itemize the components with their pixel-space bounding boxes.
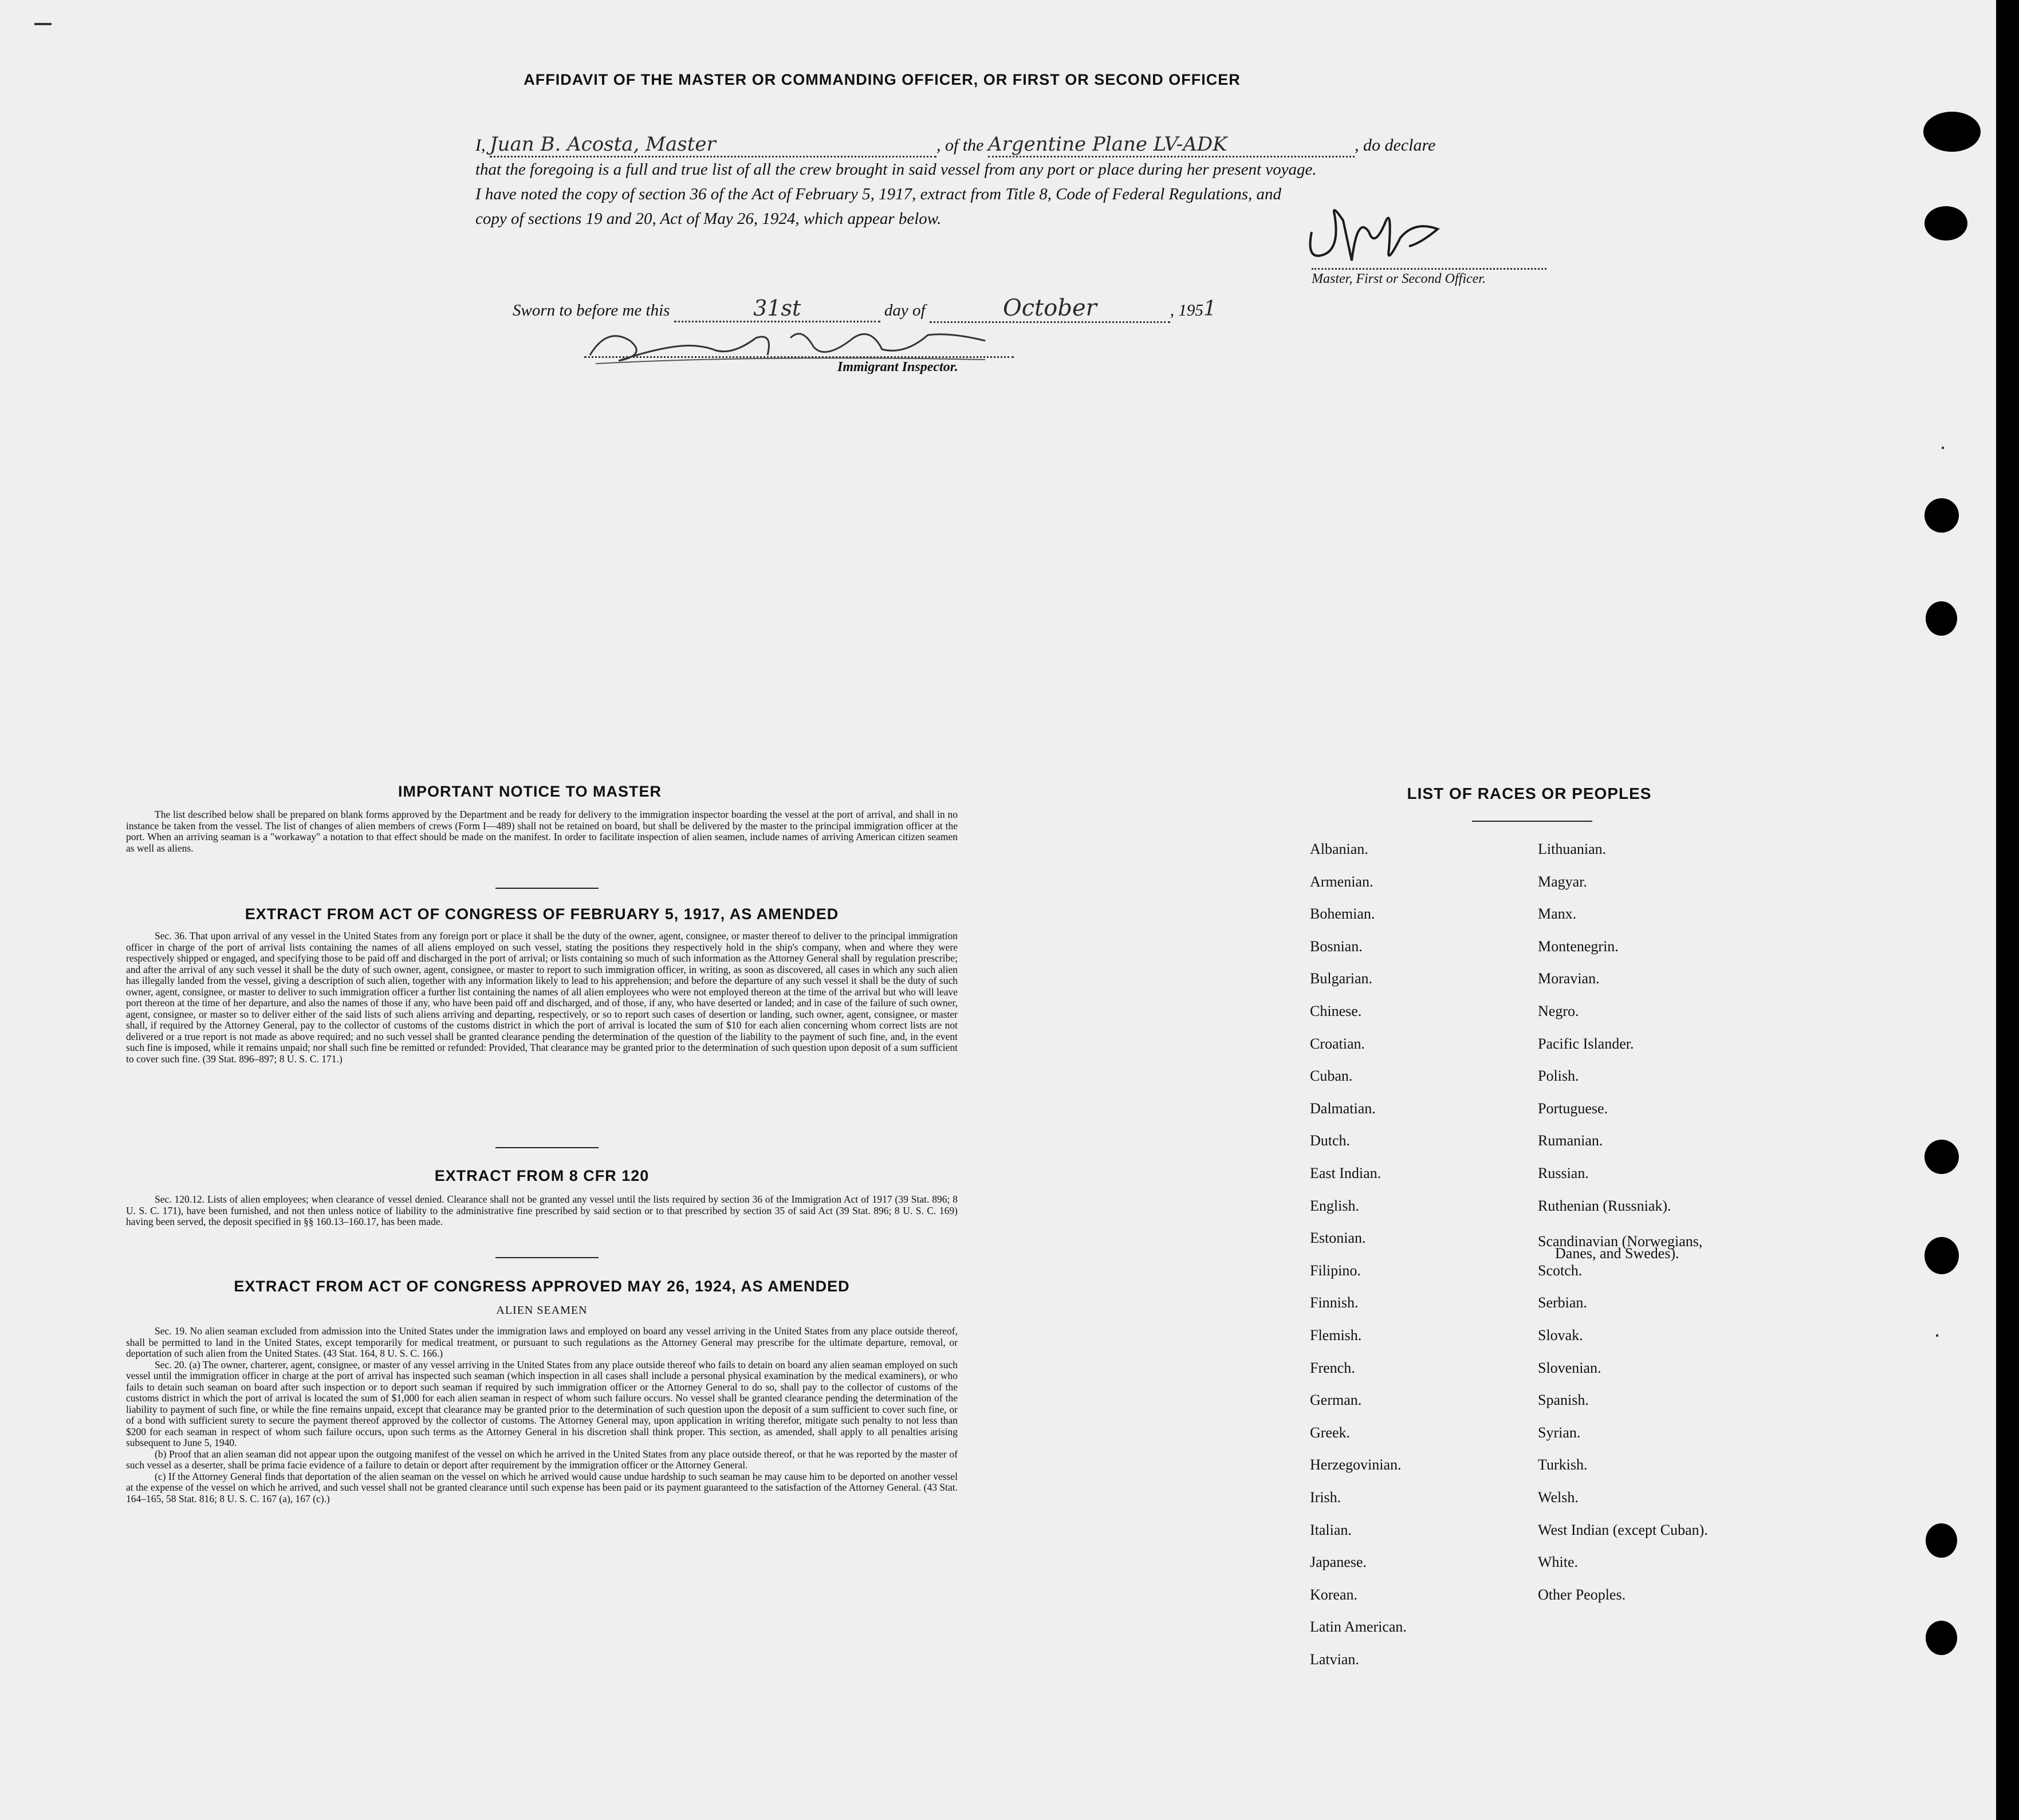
section-20a-paragraph: Sec. 20. (a) The owner, charterer, agent, consignee, or master of any vessel arriving in the United States from any place outside thereof who fails to detain on board any alien seaman employed on such vessel until the immigration officer in charge at the port of arrival has inspected such seaman (which inspection in all cases shall include a personal physical examination by the medical examiners), or who fails to detain such seaman on board after such inspection or to deport such seaman if required by such immigration officer or the Attorney General to do so, shall pay to the collector of customs of the customs district in which the port of arrival is located the sum of $1,000 for each alien seaman in respect of whom such failure occurs. No vessel shall be granted clearance pending the determination of the liability to payment of such fine, or while the fine remains unpaid, except that clearance may be granted prior to the determination of such question upon the deposit of a sum sufficient to cover such fine, or of a bond with sufficient surety to secure the payment thereof approved by the collector of customs. The Attorney General may, upon application in writing therefor, mitigate such penalty to not less than $200 for each seaman in respect of whom such failure occurs, upon such terms as the Attorney General in his discretion shall think proper. This section, as amended, shall apply to all penalties arising subsequent to June 5, 1940. <box>126 1358 958 1448</box>
race-item: Scotch. <box>1538 1262 1583 1279</box>
day-of-label: day of <box>884 301 926 320</box>
race-item: Finnish. <box>1310 1294 1359 1311</box>
race-item: Albanian. <box>1310 841 1368 857</box>
inspector-line <box>584 356 1014 358</box>
race-item: Filipino. <box>1310 1262 1361 1279</box>
race-item: Croatian. <box>1310 1035 1365 1052</box>
section-19-paragraph: Sec. 19. No alien seaman excluded from admission into the United States under the immigration laws and employed on board any vessel arriving in the United States from any place outside thereof, shall be permitted to land in the United States, except temporarily for medical treatment, or pursuant to such regulations as the Attorney General may prescribe for the ultimate departure, removal, or deportation of such alien from the United States. (43 Stat. 164, 8 U. S. C. 166.) <box>126 1325 958 1359</box>
race-item: Korean. <box>1310 1586 1358 1603</box>
race-item: Estonian. <box>1310 1230 1366 1247</box>
of-the-label: , of the <box>936 136 984 155</box>
extract-1924-text <box>126 1326 958 1504</box>
affidavit-line-1 <box>475 133 1564 157</box>
affidavit-line-4: copy of sections 19 and 20, Act of May 26, 1924, which appear below. <box>475 210 942 228</box>
race-item: Bohemian. <box>1310 905 1375 923</box>
race-item: Latin American. <box>1310 1618 1407 1636</box>
race-item: Lithuanian. <box>1538 841 1607 857</box>
race-item: Syrian. <box>1538 1424 1581 1441</box>
extract-cfr-title: EXTRACT FROM 8 CFR 120 <box>434 1167 650 1184</box>
race-item: West Indian (except Cuban). <box>1538 1521 1708 1538</box>
scan-speck <box>1942 447 1944 449</box>
notice-title: IMPORTANT NOTICE TO MASTER <box>398 783 662 800</box>
race-item: Russian. <box>1538 1165 1589 1181</box>
year-suffix: 1 <box>1203 297 1217 321</box>
race-item: Rumanian. <box>1538 1132 1603 1149</box>
divider <box>495 1147 599 1148</box>
race-item: East Indian. <box>1310 1165 1382 1181</box>
race-item: German. <box>1310 1392 1362 1409</box>
do-declare-label: , do declare <box>1355 136 1436 155</box>
races-title: LIST OF RACES OR PEOPLES <box>1407 785 1652 802</box>
signature-line <box>1312 268 1546 270</box>
section-120-12-paragraph: Sec. 120.12. Lists of alien employees; when clearance of vessel denied. Clearance shall not be granted any vessel until the lists required by section 36 of the Immigration Act of 1917 (39 Stat. 896; 8 U. S. C. 171), have been furnished, and not then unless notice of liability to the administrative fine prescribed by said section or to that prescribed by section 35 of said Act (39 Stat. 896; 8 U. S. C. 169) having been served, the deposit specified in §§ 160.13–160.17, has been made. <box>126 1193 958 1227</box>
race-item: White. <box>1538 1554 1579 1571</box>
divider <box>495 888 599 889</box>
extract-1917-text <box>126 931 958 1065</box>
affidavit-line-3: I have noted the copy of section 36 of the Act of February 5, 1917, extract from Title 8, Code of Federal Regulations, and <box>475 185 1282 203</box>
race-item: Slovenian. <box>1538 1359 1601 1376</box>
race-item: Turkish. <box>1538 1456 1588 1474</box>
race-item: Irish. <box>1310 1489 1341 1506</box>
race-item: Welsh. <box>1538 1489 1579 1506</box>
punch-hole <box>1924 498 1959 533</box>
race-item: Herzegovinian. <box>1310 1456 1402 1474</box>
race-item: Greek. <box>1310 1424 1351 1441</box>
race-item: Ruthenian (Russniak). <box>1538 1197 1671 1214</box>
alien-seamen-subtitle: ALIEN SEAMEN <box>496 1304 588 1317</box>
notice-text <box>126 809 958 854</box>
race-item: Cuban. <box>1310 1067 1353 1085</box>
race-item: Scandinavian (Norwegians, <box>1538 1233 1703 1250</box>
sworn-month-field: October <box>930 295 1170 323</box>
section-20b-paragraph: (b) Proof that an alien seaman did not appear upon the outgoing manifest of the vessel on which he arrived in the United States from any place outside thereof, or that he was reported by the master of such vessel as a deserter, shall be prima facie evidence of a failure to detain or deport after requirement by the immigration officer or the Attorney General. <box>126 1448 958 1471</box>
race-item: English. <box>1310 1197 1359 1214</box>
race-item: Magyar. <box>1538 873 1587 890</box>
race-item: Portuguese. <box>1538 1100 1608 1117</box>
extract-1917-title: EXTRACT FROM ACT OF CONGRESS OF FEBRUARY 5, 1917, AS AMENDED <box>245 905 839 923</box>
race-item: Other Peoples. <box>1538 1586 1626 1603</box>
vessel-name-field: Argentine Plane LV-ADK <box>988 133 1355 157</box>
sworn-label: Sworn to before me this <box>513 301 670 320</box>
race-item: Armenian. <box>1310 873 1373 890</box>
race-item: Dalmatian. <box>1310 1100 1376 1117</box>
punch-hole <box>1924 206 1967 241</box>
race-item: Manx. <box>1538 905 1577 923</box>
section-20c-paragraph: (c) If the Attorney General finds that deportation of the alien seaman on the vessel on which he arrived would cause undue hardship to such seaman he may cause him to be deported on another vessel at the expense of the vessel on which he arrived, and such vessel shall not be granted clearance until such expense has been paid or its payment guaranteed to the satisfaction of the Attorney General. (43 Stat. 164–165, 58 Stat. 816; 8 U. S. C. 167 (a), 167 (c).) <box>126 1470 958 1504</box>
punch-hole <box>1924 1140 1959 1174</box>
races-divider <box>1472 821 1592 822</box>
affidavit-line-2: that the foregoing is a full and true list of all the crew brought in said vessel from any port or place during her present voyage. <box>475 160 1317 179</box>
scan-speck <box>1936 1334 1938 1337</box>
race-item: Polish. <box>1538 1067 1579 1085</box>
affidavit-title: AFFIDAVIT OF THE MASTER OR COMMANDING OFFICER, OR FIRST OR SECOND OFFICER <box>524 71 1241 88</box>
race-item: Bulgarian. <box>1310 970 1373 987</box>
race-item: French. <box>1310 1359 1355 1376</box>
inspector-label: Immigrant Inspector. <box>837 360 958 375</box>
race-item: Serbian. <box>1538 1294 1587 1311</box>
race-item: Pacific Islander. <box>1538 1035 1634 1052</box>
race-item: Bosnian. <box>1310 937 1363 955</box>
affidavit-prefix: I, <box>475 136 486 155</box>
race-item: Dutch. <box>1310 1132 1351 1149</box>
race-item: Chinese. <box>1310 1003 1362 1019</box>
race-item: Danes, and Swedes). <box>1555 1245 1679 1262</box>
scan-speck <box>34 23 52 25</box>
year-prefix: , 195 <box>1170 301 1203 320</box>
master-signature <box>1300 198 1472 272</box>
race-item: Japanese. <box>1310 1554 1367 1571</box>
punch-hole <box>1923 112 1981 152</box>
punch-hole <box>1926 601 1957 636</box>
race-item: Italian. <box>1310 1521 1352 1538</box>
extract-cfr-text <box>126 1194 958 1228</box>
race-item: Negro. <box>1538 1003 1579 1019</box>
race-item: Flemish. <box>1310 1327 1362 1344</box>
race-item: Spanish. <box>1538 1392 1589 1409</box>
race-item: Moravian. <box>1538 970 1600 987</box>
race-item: Slovak. <box>1538 1327 1583 1344</box>
race-item: Montenegrin. <box>1538 937 1619 955</box>
punch-hole <box>1926 1523 1957 1558</box>
race-item: Latvian. <box>1310 1651 1359 1668</box>
section-36-paragraph: Sec. 36. That upon arrival of any vessel in the United States from any foreign port or place it shall be the duty of the owner, agent, consignee, or master thereof to deliver to the principal immigration officer in charge of the port of arrival lists containing the names of all aliens employed on such vessel, stating the positions they respectively hold in the ship's company, when and where they were respectively shipped or engaged, and specifying those to be paid off and discharged in the port of arrival; or lists containing so much of such information as the Attorney General shall by regulation prescribe; and after the arrival of any such vessel it shall be the duty of such owner, agent, consignee, or master to report to such immigration officer, in writing, as soon as discovered, all cases in which any such alien has illegally landed from the vessel, giving a description of such alien, together with any information likely to lead to his apprehension; and before the departure of any such vessel it shall be the duty of such owner, agent, consignee, or master to deliver to such immigration officer a further list containing the names of all alien employees who were not employed thereon at the time of the arrival but who will leave port thereon at the time of her departure, and also the names of those if any, who have been paid off and discharged, and of those, if any, who have deserted or landed; and in case of the failure of such owner, agent, consignee, or master so to deliver either of the said lists of such aliens arriving and departing, respectively, or so to report such cases of desertion or landing, such owner, agent, consignee, or master shall, if required by the Attorney General, pay to the collector of customs of the customs district in which the port of arrival is located the sum of $10 for each alien concerning whom correct lists are not delivered or a true report is not made as above required; and no such vessel shall be granted clearance pending the determination of the question of the liability to the payment of such fine, and, in the event such fine is imposed, while it remains unpaid; nor shall such fine be remitted or refunded: Provided, That clearance may be granted prior to the determination of such question upon deposit of a sum sufficient to cover such fine. (39 Stat. 896–897; 8 U. S. C. 171.) <box>126 930 958 1065</box>
signature-label: Master, First or Second Officer. <box>1312 271 1486 286</box>
master-name-field: Juan B. Acosta, Master <box>490 133 936 157</box>
sworn-day-field: 31st <box>674 296 880 322</box>
extract-1924-title: EXTRACT FROM ACT OF CONGRESS APPROVED MAY 26, 1924, AS AMENDED <box>234 1278 850 1295</box>
divider <box>495 1257 599 1258</box>
punch-hole <box>1926 1621 1957 1655</box>
punch-hole <box>1924 1237 1959 1274</box>
notice-paragraph: The list described below shall be prepared on blank forms approved by the Department and be ready for delivery to the immigration inspector boarding the vessel at the port of arrival, and shall in no instance be taken from the vessel. The list of changes of alien members of crews (Form I—489) shall not be retained on board, but shall be delivered by the master to the principal immigration officer at the port. When an arriving seaman is a "workaway" a notation to that effect should be made on the manifest. In order to facilitate inspection of alien seamen, include names of arriving American citizen seamen as well as aliens. <box>126 809 958 854</box>
